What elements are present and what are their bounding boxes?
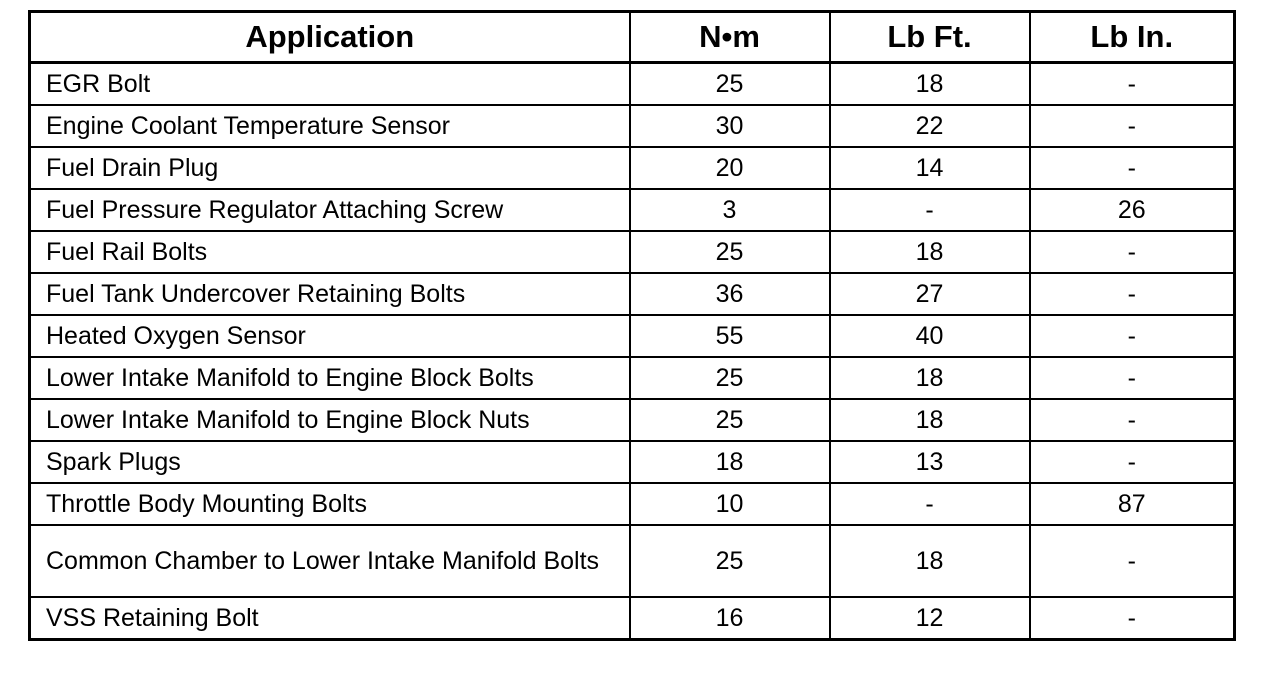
table-row [30, 273, 1235, 315]
cell-lb-in: - [1030, 357, 1235, 399]
cell-lb-in: 87 [1030, 483, 1235, 525]
cell-lb-ft: - [830, 189, 1030, 231]
cell-lb-ft: 18 [830, 63, 1030, 106]
cell-application: Fuel Tank Undercover Retaining Bolts [30, 273, 630, 315]
table-row [30, 483, 1235, 525]
cell-application: Fuel Rail Bolts [30, 231, 630, 273]
cell-lb-ft: 40 [830, 315, 1030, 357]
cell-lb-in: - [1030, 441, 1235, 483]
cell-lb-ft: 22 [830, 105, 1030, 147]
cell-application: Heated Oxygen Sensor [30, 315, 630, 357]
cell-nm: 36 [630, 273, 830, 315]
cell-application: Lower Intake Manifold to Engine Block Bolts [30, 357, 630, 399]
cell-application: VSS Retaining Bolt [30, 597, 630, 640]
cell-lb-in: - [1030, 105, 1235, 147]
cell-lb-in: - [1030, 231, 1235, 273]
cell-lb-ft: 12 [830, 597, 1030, 640]
cell-nm: 30 [630, 105, 830, 147]
table-row [30, 597, 1235, 640]
cell-application: Fuel Drain Plug [30, 147, 630, 189]
cell-nm: 18 [630, 441, 830, 483]
table-row [30, 231, 1235, 273]
cell-application: Common Chamber to Lower Intake Manifold Bolts [30, 525, 630, 597]
cell-lb-in: 26 [1030, 189, 1235, 231]
cell-lb-ft: 14 [830, 147, 1030, 189]
cell-lb-ft: 18 [830, 399, 1030, 441]
cell-lb-in: - [1030, 525, 1235, 597]
header-nm: N•m [630, 12, 830, 63]
cell-lb-ft: - [830, 483, 1030, 525]
cell-application: Lower Intake Manifold to Engine Block Nuts [30, 399, 630, 441]
cell-application: Spark Plugs [30, 441, 630, 483]
cell-lb-in: - [1030, 597, 1235, 640]
table-row [30, 399, 1235, 441]
cell-lb-ft: 27 [830, 273, 1030, 315]
header-row [30, 12, 1235, 63]
cell-lb-ft: 13 [830, 441, 1030, 483]
cell-application: EGR Bolt [30, 63, 630, 106]
cell-nm: 16 [630, 597, 830, 640]
cell-nm: 25 [630, 525, 830, 597]
table-row [30, 441, 1235, 483]
cell-nm: 20 [630, 147, 830, 189]
torque-specifications-table [28, 10, 1236, 641]
header-application: Application [30, 12, 630, 63]
cell-application: Throttle Body Mounting Bolts [30, 483, 630, 525]
cell-lb-in: - [1030, 273, 1235, 315]
table-row [30, 189, 1235, 231]
cell-lb-ft: 18 [830, 525, 1030, 597]
cell-lb-in: - [1030, 315, 1235, 357]
cell-nm: 25 [630, 399, 830, 441]
cell-lb-in: - [1030, 399, 1235, 441]
cell-nm: 10 [630, 483, 830, 525]
cell-nm: 3 [630, 189, 830, 231]
header-lb-ft: Lb Ft. [830, 12, 1030, 63]
cell-lb-in: - [1030, 63, 1235, 106]
cell-nm: 55 [630, 315, 830, 357]
table-row [30, 357, 1235, 399]
cell-application: Engine Coolant Temperature Sensor [30, 105, 630, 147]
table-row [30, 63, 1235, 106]
cell-nm: 25 [630, 231, 830, 273]
table-row [30, 525, 1235, 597]
cell-nm: 25 [630, 357, 830, 399]
table-row [30, 105, 1235, 147]
cell-application: Fuel Pressure Regulator Attaching Screw [30, 189, 630, 231]
cell-lb-in: - [1030, 147, 1235, 189]
header-lb-in: Lb In. [1030, 12, 1235, 63]
cell-lb-ft: 18 [830, 231, 1030, 273]
cell-lb-ft: 18 [830, 357, 1030, 399]
table-row [30, 315, 1235, 357]
table-row [30, 147, 1235, 189]
cell-nm: 25 [630, 63, 830, 106]
